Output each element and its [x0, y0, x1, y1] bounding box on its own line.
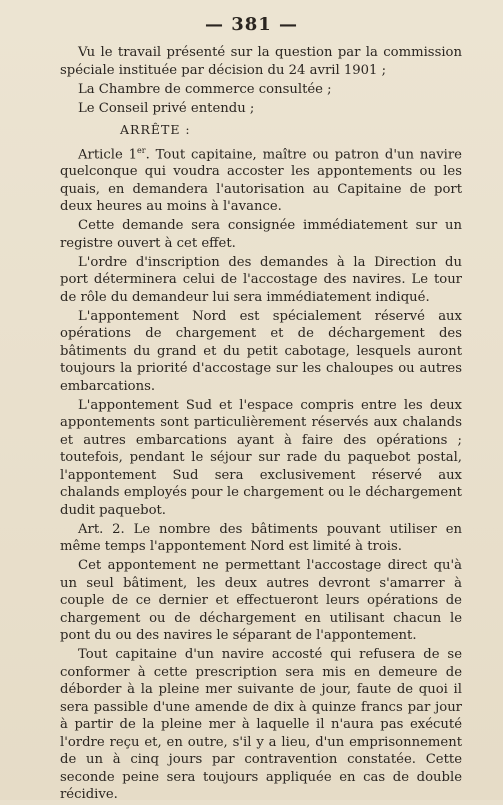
article-1-registre-paragraph: Cette demande sera consignée immédiatement sur un registre ouvert à cet effet.: [60, 218, 462, 251]
arrete-heading: ARRÊTE :: [120, 122, 191, 137]
article-2-sanction-paragraph: Tout capitaine d'un navire accosté qui refusera de se conformer à cette prescription sera mis en demeure de déborder à la pleine mer suivante de jour, faute de quoi il sera passible d'une amende de dix à quinze francs par jour à partir de la pleine mer à laquelle il n'aura pas exécuté l'ordre reçu et, en outre, s'il y a lieu, d'un emprisonnement de un à cinq jours par contravention constatée. Cette seconde peine sera toujours appliquée en cas de double récidive.: [60, 647, 462, 803]
article-1-superscript: er: [137, 145, 146, 155]
article-1-paragraph: [60, 142, 462, 216]
paragraph-vu-le-travail: Vu le travail présenté sur la question par la commission spéciale instituée par décision du 24 avril 1901 ;: [60, 45, 462, 78]
paragraph-conseil-prive: Le Conseil privé entendu ;: [78, 100, 255, 116]
paragraph-chambre-commerce: La Chambre de commerce consultée ;: [78, 81, 332, 97]
article-2-accostage-paragraph: Cet appontement ne permettant l'accostage direct qu'à un seul bâtiment, les deux autres devront s'amarrer à couple de ce dernier et effectueront leurs opérations de chargement ou de déchargement en utilisant chacun le pont du ou des navires le séparant de l'appontement.: [60, 558, 462, 644]
article-1-appontement-sud-paragraph: L'appontement Sud et l'espace compris entre les deux appontements sont particulièrement réservés aux chalands et autres embarcations ayant à faire des opérations ; toutefois, pendant le séjour sur rade du paquebot postal, l'appontement Sud sera exclusivement réservé aux chalands employés pour le chargement ou le déchargement dudit paquebot.: [60, 397, 462, 518]
article-1-ordre-paragraph: L'ordre d'inscription des demandes à la Direction du port déterminera celui de l'accostage des navires. Le tour de rôle du demandeur lui sera immédiatement indiqué.: [60, 254, 462, 305]
document-body: [60, 44, 462, 805]
article-1-label: Article 1: [78, 146, 137, 162]
page-number: — 381 —: [204, 14, 299, 35]
article-1-text: . Tout capitaine, maître ou patron d'un navire quelconque qui voudra accoster les appontements ou les quais, en demandera l'autorisation au Capitaine de port deux heures au moins à l'avance.: [60, 146, 462, 215]
article-1-appontement-nord-paragraph: L'appontement Nord est spécialement réservé aux opérations de chargement et de déchargement des bâtiments du grand et du petit cabotage, lesquels auront toujours la priorité d'accostage sur les chaloupes ou autres embarcations.: [60, 308, 462, 394]
article-2-paragraph: Art. 2. Le nombre des bâtiments pouvant utiliser en même temps l'appontement Nord est limité à trois.: [60, 521, 462, 555]
